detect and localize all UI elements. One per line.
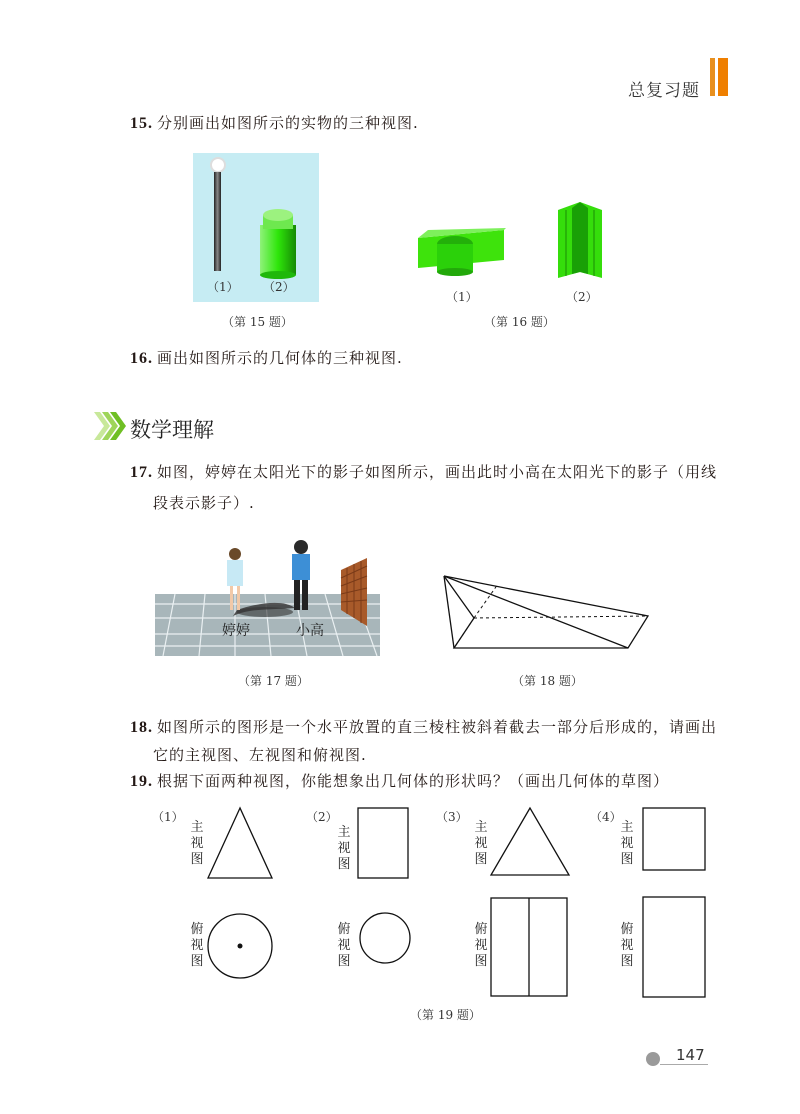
front-view-square-4: [643, 808, 705, 870]
top-view-circle-2: [360, 913, 410, 963]
figure-17-name-1: 婷婷: [222, 623, 250, 639]
center-dot: [238, 944, 243, 949]
figure-15-label-2: （2）: [263, 280, 295, 294]
page-number: 147: [676, 1046, 705, 1064]
figure-16-label-1: （1）: [446, 290, 478, 304]
top-view-label: 俯视图: [474, 922, 488, 969]
question-text: 如图，婷婷在太阳光下的影子如图所示，画出此时小高在太阳光下的影子（用线: [157, 463, 718, 481]
page-header-title: 总复习题: [628, 81, 700, 101]
figure-16-label-2: （2）: [566, 290, 598, 304]
figure-18-prism-diagram: [440, 570, 654, 652]
question-number: 18.: [130, 719, 153, 736]
front-view-label: 主视图: [337, 825, 351, 872]
figure-19-label-1: （1）: [152, 810, 184, 824]
question-17-line-2: 段表示影子）.: [153, 494, 255, 512]
chevron-arrows-icon: [92, 410, 128, 442]
question-number: 17.: [130, 464, 153, 481]
front-view-label: 主视图: [474, 820, 488, 867]
figure-17-illustration: [155, 538, 380, 656]
top-view-rectangle-4: [643, 897, 705, 997]
front-view-triangle-3: [491, 808, 569, 875]
front-view-label: 主视图: [620, 820, 634, 867]
question-18-line-2: 它的主视图、左视图和俯视图.: [153, 746, 367, 764]
header-accent-bar: [710, 58, 715, 96]
question-number: 16.: [130, 350, 153, 367]
figure-15-caption: （第 15 题）: [222, 315, 293, 329]
page-marker-dot: [646, 1052, 660, 1066]
question-16: [130, 343, 403, 374]
page-footer-rule: [660, 1064, 708, 1065]
question-text: 分别画出如图所示的实物的三种视图.: [157, 114, 419, 132]
figure-17-name-2: 小高: [296, 623, 324, 639]
question-text: 如图所示的图形是一个水平放置的直三棱柱被斜着截去一部分后形成的，请画出: [157, 718, 718, 736]
figure-19-label-3: （3）: [436, 810, 468, 824]
figure-16-solid-2: [552, 200, 608, 284]
figure-19-views: [200, 800, 720, 1000]
figure-19-caption: （第 19 题）: [410, 1008, 481, 1022]
question-17-line-1: [130, 457, 717, 488]
header-accent-bar-thick: [718, 58, 728, 96]
question-15: [130, 108, 419, 139]
question-number: 15.: [130, 115, 153, 132]
figure-19-label-4: （4）: [590, 810, 622, 824]
front-view-triangle-1: [208, 808, 272, 878]
question-text: 画出如图所示的几何体的三种视图.: [157, 349, 403, 367]
top-view-label: 俯视图: [620, 922, 634, 969]
section-title: 数学理解: [130, 418, 214, 442]
figure-17-caption: （第 17 题）: [238, 674, 309, 688]
top-view-label: 俯视图: [190, 922, 204, 969]
figure-19-label-2: （2）: [306, 810, 338, 824]
figure-18-caption: （第 18 题）: [512, 674, 583, 688]
question-number: 19.: [130, 773, 153, 790]
figure-16-solid-1: [410, 200, 510, 278]
top-view-label: 俯视图: [337, 922, 351, 969]
question-18-line-1: [130, 712, 717, 743]
figure-15-label-1: （1）: [207, 280, 239, 294]
figure-15: [193, 153, 319, 302]
front-view-label: 主视图: [190, 820, 204, 867]
question-19: [130, 766, 669, 797]
question-text: 根据下面两种视图，你能想象出几何体的形状吗？（画出几何体的草图）: [157, 772, 670, 790]
figure-16-caption: （第 16 题）: [484, 315, 555, 329]
front-view-rectangle-2: [358, 808, 408, 878]
